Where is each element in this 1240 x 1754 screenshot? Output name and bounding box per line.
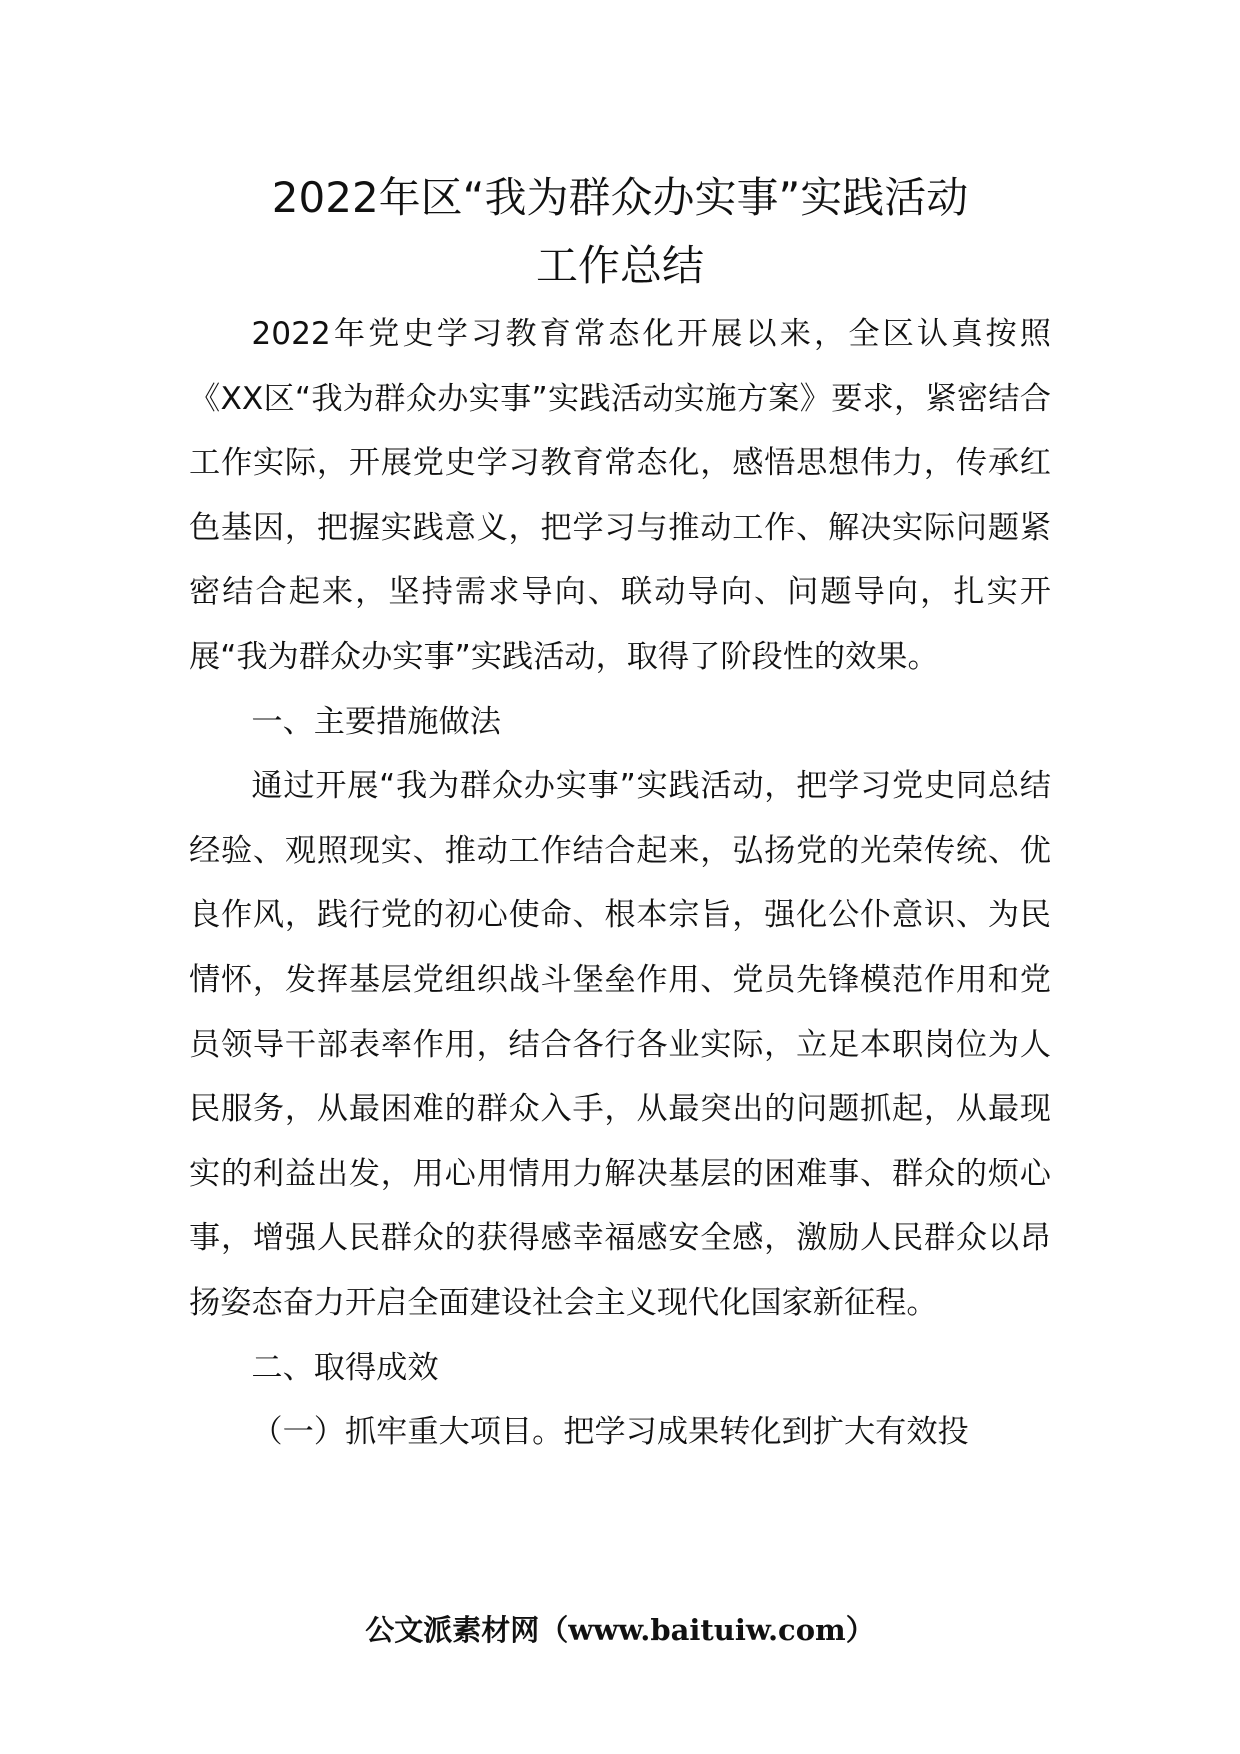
results-paragraph-1: （一）抓牢重大项目。把学习成果转化到扩大有效投 [251, 1414, 969, 1451]
section-heading-measures: 一、主要措施做法 [251, 703, 501, 740]
footer-watermark: 公文派素材网（www.baituiw.com） [365, 1613, 875, 1647]
document-title-line-1: 2022年区“我为群众办实事”实践活动 [271, 173, 969, 222]
document-title-line-2: 工作总结 [535, 241, 704, 290]
measures-paragraph: 通过开展“我为群众办实事”实践活动，把学习党史同总结经验、观照现实、推动工作结合起来，弘扬党的光荣传统、优良作风，践行党的初心使命、根本宗旨，强化公仆意识、为民情怀，发挥基层党组织战斗堡垒作用、党员先锋模范作用和党员领导干部表率作用，结合各行各业实际，立足本职岗位为人民服务，从最困难的群众入手，从最突出的问题抓起，从最现实的利益出发，用心用情用力解决基层的困难事、群众的烦心事，增强人民群众的获得感幸福感安全感，激励人民群众以昂扬姿态奋力开启全面建设社会主义现代化国家新征程。 [189, 768, 1051, 1321]
section-heading-results: 二、取得成效 [251, 1349, 439, 1386]
intro-paragraph: 2022年党史学习教育常态化开展以来，全区认真按照《XX区“我为群众办实事”实践活动实施方案》要求，紧密结合工作实际，开展党史学习教育常态化，感悟思想伟力，传承红色基因，把握实践意义，把学习与推动工作、解决实际问题紧密结合起来，坚持需求导向、联动导向、问题导向，扎实开展“我为群众办实事”实践活动，取得了阶段性的效果。 [189, 316, 1051, 675]
document-body [189, 302, 1051, 1465]
